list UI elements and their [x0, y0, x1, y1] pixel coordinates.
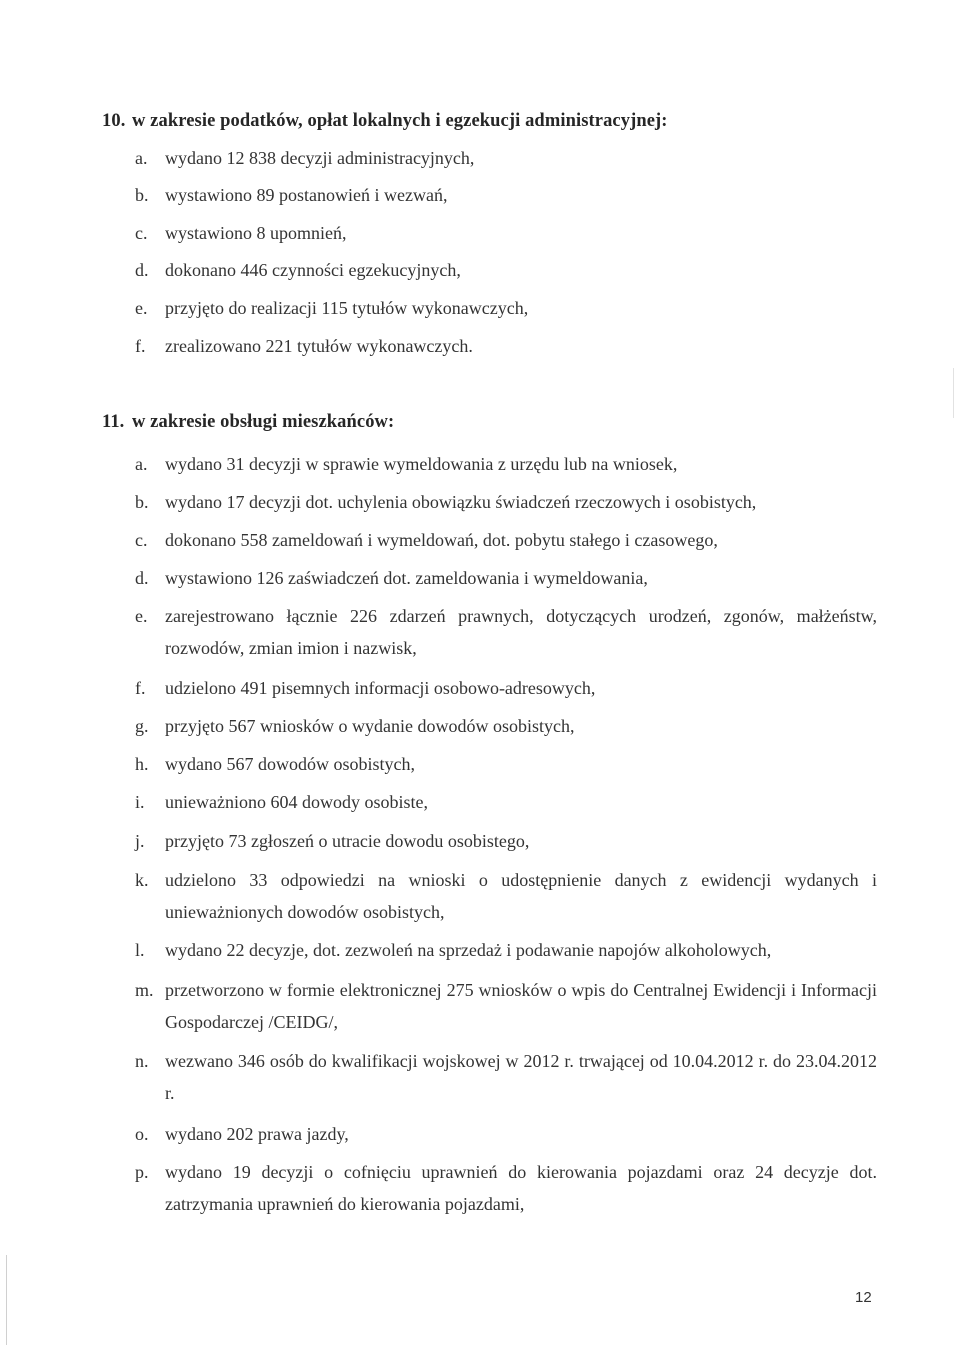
list-item-text: przyjęto 567 wniosków o wydanie dowodów osobistych,	[165, 716, 575, 736]
list-item	[135, 1118, 877, 1150]
list-item	[135, 254, 865, 286]
scan-edge-mark	[6, 1255, 7, 1345]
list-item-letter: b.	[135, 492, 149, 512]
list-item-text: przyjęto do realizacji 115 tytułów wykonawczych,	[165, 298, 529, 318]
list-item-text: przyjęto 73 zgłoszeń o utracie dowodu osobistego,	[165, 831, 530, 851]
list-item-text: wydano 17 decyzji dot. uchylenia obowiązku świadczeń rzeczowych i osobistych,	[165, 492, 757, 512]
list-item-text: wystawiono 89 postanowień i wezwań,	[165, 185, 448, 205]
list-item-letter: k.	[135, 870, 149, 890]
list-item	[135, 524, 877, 556]
list-item	[135, 786, 877, 818]
scan-edge-mark	[953, 368, 954, 418]
list-item-letter: f.	[135, 336, 146, 356]
list-item-text: wezwano 346 osób do kwalifikacji wojskowej w 2012 r. trwającej od 10.04.2012 r. do 23.04.2012 r.	[165, 1051, 877, 1103]
list-item	[135, 179, 865, 211]
list-item-text: unieważniono 604 dowody osobiste,	[165, 792, 428, 812]
list-item	[135, 672, 877, 704]
list-item-text: dokonano 446 czynności egzekucyjnych,	[165, 260, 461, 280]
list-item-text: wydano 12 838 decyzji administracyjnych,	[165, 148, 475, 168]
list-item-letter: e.	[135, 298, 148, 318]
list-item-letter: f.	[135, 678, 146, 698]
list-item	[135, 330, 865, 362]
list-item	[135, 448, 877, 480]
list-item	[135, 974, 877, 1038]
list-item-text: wydano 31 decyzji w sprawie wymeldowania z urzędu lub na wniosek,	[165, 454, 678, 474]
list-item	[135, 748, 877, 780]
list-item-text: wydano 202 prawa jazdy,	[165, 1124, 349, 1144]
list-item-text: dokonano 558 zameldowań i wymeldowań, dot. pobytu stałego i czasowego,	[165, 530, 718, 550]
list-item	[135, 934, 877, 966]
list-item-letter: o.	[135, 1124, 149, 1144]
list-item-text: wystawiono 8 upomnień,	[165, 223, 347, 243]
list-item-text: przetworzono w formie elektronicznej 275 wniosków o wpis do Centralnej Ewidencji i Informacji Gospodarczej /CEIDG/,	[165, 980, 877, 1032]
section-number: 10.	[102, 111, 126, 131]
list-item-text: wystawiono 126 zaświadczeń dot. zameldowania i wymeldowania,	[165, 568, 648, 588]
list-item	[135, 562, 877, 594]
list-item-letter: c.	[135, 530, 148, 550]
list-item-letter: l.	[135, 940, 145, 960]
list-item-letter: p.	[135, 1162, 149, 1182]
section-heading-10	[102, 111, 668, 132]
list-item-text: udzielono 33 odpowiedzi na wnioski o udostępnienie danych z ewidencji wydanych i unieważnionych dowodów osobistych,	[165, 870, 877, 922]
list-item	[135, 1156, 877, 1220]
list-item-letter: b.	[135, 185, 149, 205]
list-item-letter: d.	[135, 260, 149, 280]
list-item	[135, 825, 877, 857]
list-item-letter: g.	[135, 716, 149, 736]
list-item	[135, 600, 877, 664]
section-number: 11.	[102, 412, 125, 432]
list-item-text: zarejestrowano łącznie 226 zdarzeń prawnych, dotyczących urodzeń, zgonów, małżeństw, rozwodów, zmian imion i nazwisk,	[165, 606, 877, 658]
list-item-letter: e.	[135, 606, 148, 626]
list-item-letter: j.	[135, 831, 145, 851]
list-item-letter: h.	[135, 754, 149, 774]
list-item	[135, 710, 877, 742]
section-title: w zakresie obsługi mieszkańców:	[132, 412, 395, 432]
list-item-letter: c.	[135, 223, 148, 243]
section-title: w zakresie podatków, opłat lokalnych i egzekucji administracyjnej:	[132, 111, 668, 131]
list-item-text: udzielono 491 pisemnych informacji osobowo-adresowych,	[165, 678, 596, 698]
list-item-letter: m.	[135, 980, 154, 1000]
list-item-letter: i.	[135, 792, 145, 812]
list-item	[135, 142, 865, 174]
list-item	[135, 1045, 877, 1109]
page-number: 12	[855, 1289, 872, 1306]
list-item	[135, 486, 877, 518]
section-heading-11	[102, 412, 394, 433]
list-item-text: wydano 567 dowodów osobistych,	[165, 754, 415, 774]
list-item-letter: a.	[135, 454, 148, 474]
list-item-text: wydano 22 decyzje, dot. zezwoleń na sprzedaż i podawanie napojów alkoholowych,	[165, 940, 772, 960]
list-item-letter: n.	[135, 1051, 149, 1071]
list-item-letter: a.	[135, 148, 148, 168]
list-item-text: wydano 19 decyzji o cofnięciu uprawnień do kierowania pojazdami oraz 24 decyzje dot. zatrzymania uprawnień do kierowania pojazdami,	[165, 1162, 877, 1214]
list-item	[135, 217, 865, 249]
list-item-letter: d.	[135, 568, 149, 588]
list-item-text: zrealizowano 221 tytułów wykonawczych.	[165, 336, 473, 356]
list-item	[135, 864, 877, 928]
list-item	[135, 292, 865, 324]
